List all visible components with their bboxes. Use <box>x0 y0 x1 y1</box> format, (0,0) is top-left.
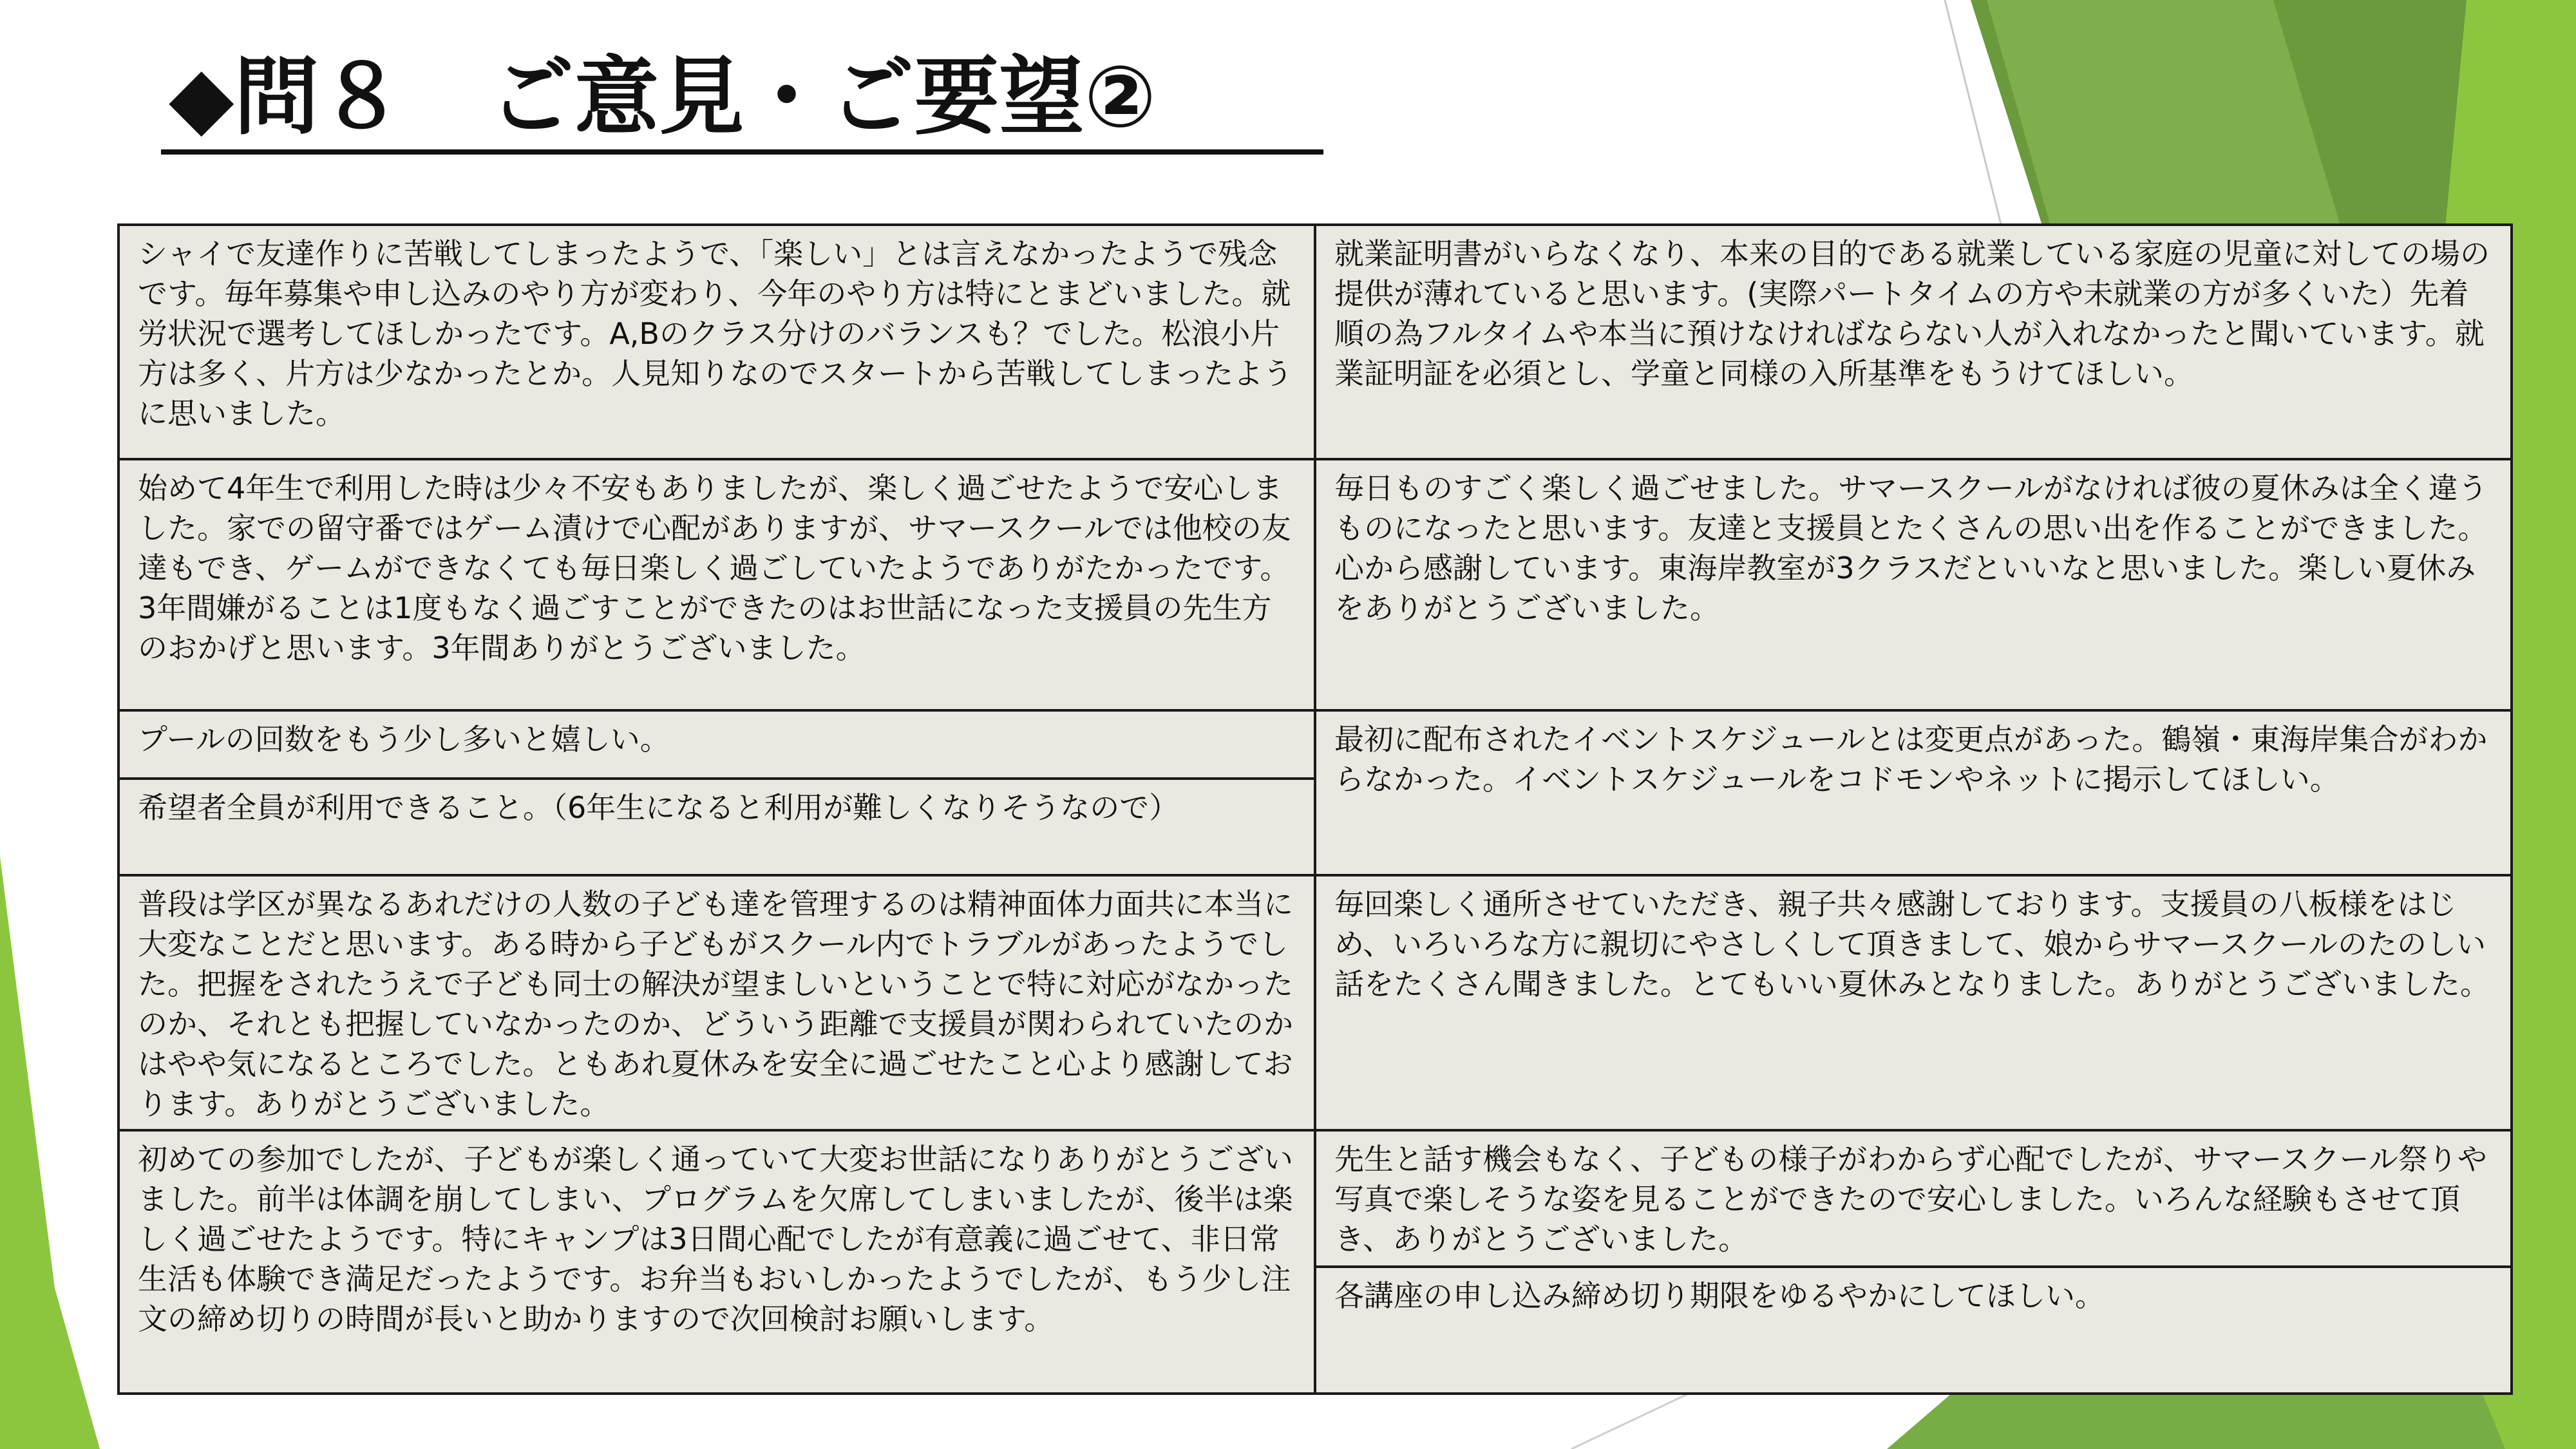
comment-cell: 初めての参加でしたが、子どもが楽しく通っていて大変お世話になりありがとうございました。前半は体調を崩してしまい、プログラムを欠席してしまいましたが、後半は楽しく過ごせたようです。特にキャンプは3日間心配でしたが有意義に過ごせて、非日常生活も体験でき満足だったようです。お弁当もおいしかったようでしたが、もう少し注文の締め切りの時間が長いと助かりますので次回検討お願いします。 <box>118 1130 1315 1394</box>
table-row <box>118 875 2512 1130</box>
comment-cell: 普段は学区が異なるあれだけの人数の子ども達を管理するのは精神面体力面共に本当に大変なことだと思います。ある時から子どもがスクール内でトラブルがあったようでした。把握をされたうえで子ども同士の解決が望ましいということで特に対応がなかったのか、それとも把握していなかったのか、どういう距離で支援員が関わられていたのかはやや気になるところでした。ともあれ夏休みを安全に過ごせたこと心より感謝しております。ありがとうございました。 <box>118 875 1315 1130</box>
comments-table <box>117 223 2513 1395</box>
page-title: ◆問８ ご意見・ご要望② <box>169 48 1157 147</box>
table-row <box>118 225 2512 459</box>
table-row <box>118 710 2512 779</box>
green-facet-bottom-left <box>0 857 100 1449</box>
comment-cell: 始めて4年生で利用した時は少々不安もありましたが、楽しく過ごせたようで安心しました。家での留守番ではゲーム漬けで心配がありますが、サマースクールでは他校の友達もでき、ゲームができなくても毎日楽しく過ごしていたようでありがたかったです。3年間嫌がることは1度もなく過ごすことができたのはお世話になった支援員の先生方のおかげと思います。3年間ありがとうございました。 <box>118 459 1315 710</box>
comment-cell: 就業証明書がいらなくなり、本来の目的である就業している家庭の児童に対しての場の提供が薄れていると思います。(実際パートタイムの方や未就業の方が多くいた）先着順の為フルタイムや本当に預けなければならない人が入れなかったと聞いています。就業証明証を必須とし、学童と同様の入所基準をもうけてほしい。 <box>1315 225 2512 459</box>
comment-cell: シャイで友達作りに苦戦してしまったようで、「楽しい」とは言えなかったようで残念です。毎年募集や申し込みのやり方が変わり、今年のやり方は特にとまどいました。就労状況で選考してほしかったです。A,Bのクラス分けのバランスも？でした。松浪小片方は多く、片方は少なかったとか。人見知りなのでスタートから苦戦してしまったように思いました。 <box>118 225 1315 459</box>
table-row <box>118 459 2512 710</box>
comment-cell: 各講座の申し込み締め切り期限をゆるやかにしてほしい。 <box>1315 1267 2512 1394</box>
comment-cell: 最初に配布されたイベントスケジュールとは変更点があった。鶴嶺・東海岸集合がわからなかった。イベントスケジュールをコドモンやネットに掲示してほしい。 <box>1315 710 2512 875</box>
title-underline <box>161 149 1323 155</box>
comment-cell: 希望者全員が利用できること。（6年生になると利用が難しくなりそうなので） <box>118 779 1315 875</box>
comment-cell: 毎回楽しく通所させていただき、親子共々感謝しております。支援員の八板様をはじめ、いろいろな方に親切にやさしくして頂きまして、娘からサマースクールのたのしい話をたくさん聞きました。とてもいい夏休みとなりました。ありがとうございました。 <box>1315 875 2512 1130</box>
comment-cell: 先生と話す機会もなく、子どもの様子がわからず心配でしたが、サマースクール祭りや写真で楽しそうな姿を見ることができたので安心しました。いろんな経験もさせて頂き、ありがとうございました。 <box>1315 1130 2512 1267</box>
comment-cell: 毎日ものすごく楽しく過ごせました。サマースクールがなければ彼の夏休みは全く違うものになったと思います。友達と支援員とたくさんの思い出を作ることができました。心から感謝しています。東海岸教室が3クラスだといいなと思いました。楽しい夏休みをありがとうございました。 <box>1315 459 2512 710</box>
table-row <box>118 1130 2512 1267</box>
comment-cell: プールの回数をもう少し多いと嬉しい。 <box>118 710 1315 779</box>
